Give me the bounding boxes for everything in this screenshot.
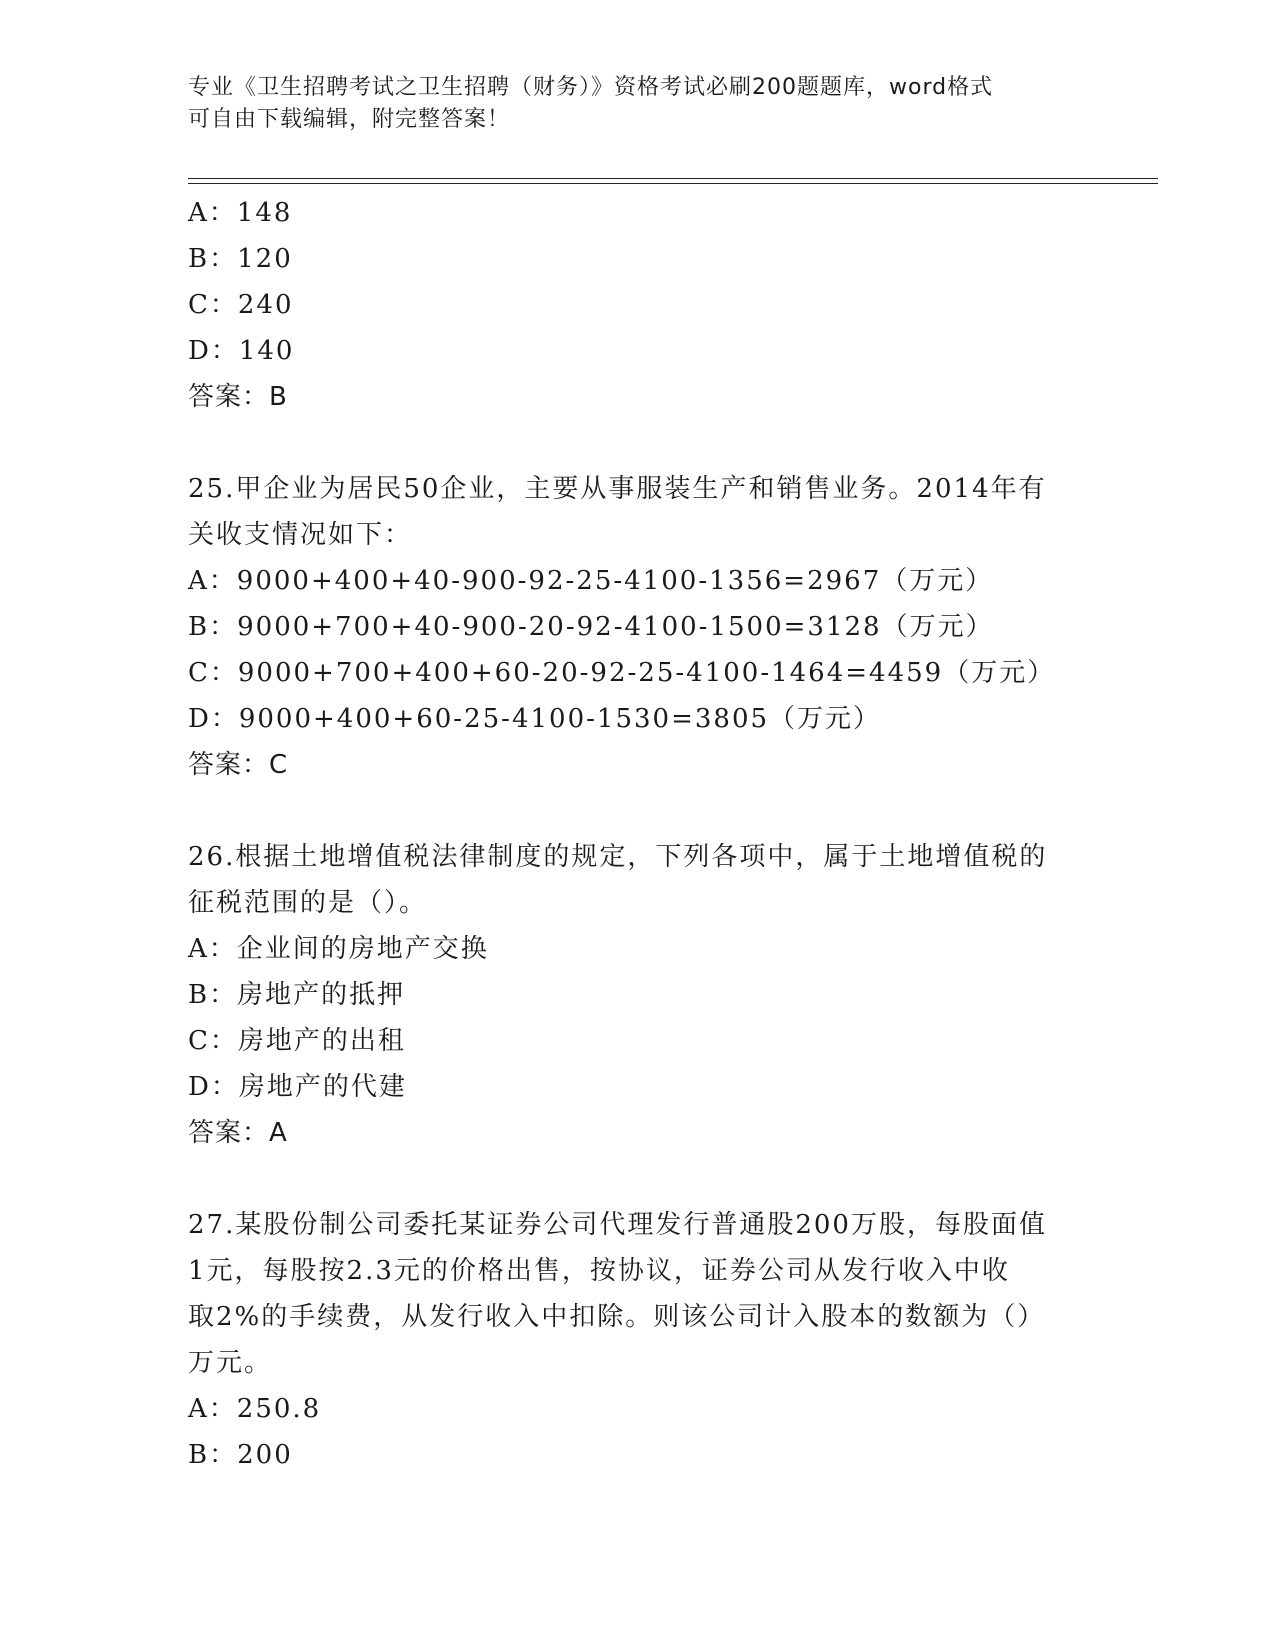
option-b: B：房地产的抵押 (188, 980, 406, 1010)
question-stem-line: 27.某股份制公司委托某证券公司代理发行普通股200万股，每股面值 (188, 1210, 1047, 1240)
option-d: D：房地产的代建 (188, 1072, 407, 1102)
spacer (188, 788, 1088, 834)
question-stem-line: 26.根据土地增值税法律制度的规定，下列各项中，属于土地增值税的 (188, 842, 1048, 872)
header-divider-bottom (188, 183, 1158, 184)
option-a: A：148 (188, 198, 293, 228)
option-d: D：9000+400+60-25-4100-1530=3805（万元） (188, 704, 882, 734)
question-stem-line: 取2%的手续费，从发行收入中扣除。则该公司计入股本的数额为（） (188, 1302, 1046, 1332)
spacer (188, 1156, 1088, 1202)
question-stem-line: 25.甲企业为居民50企业，主要从事服装生产和销售业务。2014年有 (188, 474, 1047, 504)
answer: 答案：B (188, 382, 288, 412)
header-title-line-1: 专业《卫生招聘考试之卫生招聘（财务）》资格考试必刷200题题库，word格式 (188, 75, 994, 100)
question-26 (188, 834, 1088, 1156)
option-b: B：200 (188, 1440, 293, 1470)
question-stem-line: 1元，每股按2.3元的价格出售，按协议，证券公司从发行收入中收 (188, 1256, 1010, 1286)
document-header (188, 72, 1078, 136)
option-b: B：9000+700+40-900-20-92-4100-1500=3128（万元） (188, 612, 994, 642)
question-list (188, 190, 1088, 1478)
option-c: C：房地产的出租 (188, 1026, 406, 1056)
question-stem-line: 关收支情况如下： (188, 520, 413, 550)
header-divider-top (188, 178, 1158, 179)
option-c: C：240 (188, 290, 294, 320)
option-a: A：企业间的房地产交换 (188, 934, 489, 964)
option-b: B：120 (188, 244, 293, 274)
question-27 (188, 1202, 1088, 1478)
option-c: C：9000+700+400+60-20-92-25-4100-1464=4459（万元） (188, 658, 1056, 688)
option-a: A：9000+400+40-900-92-25-4100-1356=2967（万元） (188, 566, 994, 596)
question-25 (188, 466, 1088, 788)
spacer (188, 420, 1088, 466)
header-title-line-2: 可自由下载编辑，附完整答案！ (188, 107, 511, 132)
option-a: A：250.8 (188, 1394, 322, 1424)
question-stem-line: 万元。 (188, 1348, 273, 1378)
question-stem-line: 征税范围的是（）。 (188, 888, 428, 918)
question-24 (188, 190, 1088, 420)
answer: 答案：C (188, 750, 289, 780)
option-d: D：140 (188, 336, 295, 366)
answer: 答案：A (188, 1118, 288, 1148)
